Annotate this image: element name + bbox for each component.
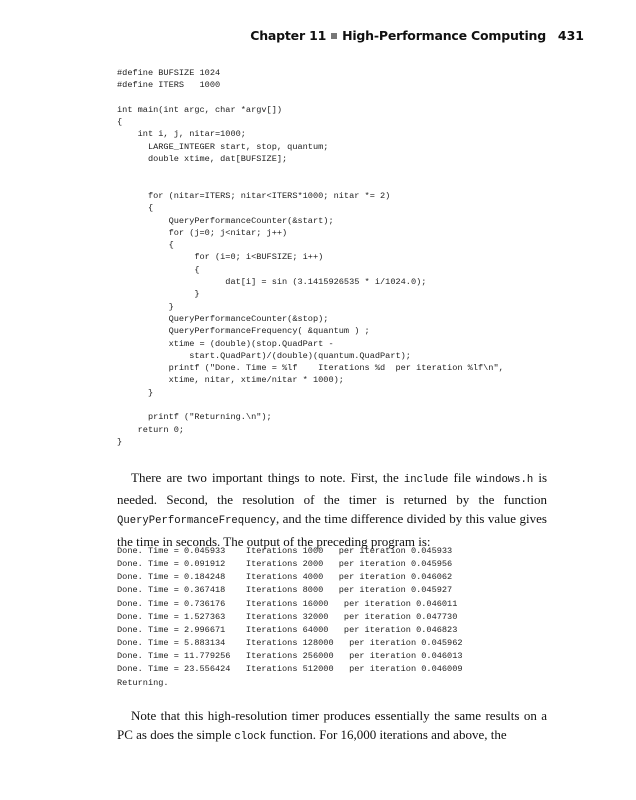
output-line: Done. Time = 23.556424 Iterations 512000 per iteration 0.046009 — [117, 664, 463, 675]
chapter-heading — [250, 28, 546, 43]
paragraph-clock-comparison — [117, 706, 547, 747]
chapter-title: High-Performance Computing — [342, 28, 546, 43]
code-line: #define BUFSIZE 1024 — [117, 68, 221, 78]
output-line: Done. Time = 0.045933 Iterations 1000 per iteration 0.045933 — [117, 546, 453, 556]
p1-text-2: file — [453, 470, 471, 485]
code-line: LARGE_INTEGER start, stop, quantum; — [117, 141, 329, 152]
code-line: { — [117, 117, 123, 128]
output-line: Done. Time = 0.091912 Iterations 2000 per iteration 0.045956 — [117, 559, 453, 570]
code-line: dat[i] = sin (3.1415926535 * i/1024.0); — [117, 277, 427, 288]
p1-text-1: There are two important things to note. First, the — [131, 470, 399, 485]
code-line: for (nitar=ITERS; nitar<ITERS*1000; nitar *= 2) — [117, 190, 391, 201]
code-line: xtime, nitar, xtime/nitar * 1000); — [117, 375, 344, 386]
output-line: Done. Time = 11.779256 Iterations 256000 per iteration 0.046013 — [117, 651, 463, 662]
code-line: double xtime, dat[BUFSIZE]; — [117, 154, 288, 165]
code-line: for (j=0; j<nitar; j++) — [117, 227, 288, 238]
running-header — [0, 28, 636, 50]
code-line: { — [117, 240, 174, 251]
p1-code-include: include — [403, 474, 449, 486]
output-line: Done. Time = 1.527363 Iterations 32000 per iteration 0.047730 — [117, 611, 458, 622]
code-line: return 0; — [117, 424, 185, 435]
p1-code-qpf: QueryPerformanceFrequency — [117, 515, 276, 528]
code-line: int i, j, nitar=1000; — [117, 129, 246, 140]
p1-code-windows-h: windows.h — [476, 474, 534, 486]
program-output — [117, 545, 463, 690]
code-line: QueryPerformanceCounter(&stop); — [117, 313, 329, 324]
code-line: } — [117, 387, 154, 398]
output-line: Returning. — [117, 677, 169, 688]
output-line: Done. Time = 0.736176 Iterations 16000 per iteration 0.046011 — [117, 598, 458, 609]
separator-square-icon — [331, 33, 337, 39]
chapter-label: Chapter 11 — [250, 28, 327, 43]
output-line: Done. Time = 0.184248 Iterations 4000 per iteration 0.046062 — [117, 572, 453, 583]
output-line: Done. Time = 5.883134 Iterations 128000 per iteration 0.045962 — [117, 638, 463, 649]
code-line: QueryPerformanceCounter(&start); — [117, 215, 334, 226]
code-line: } — [117, 301, 174, 312]
p1-text-4: , and the time difference divided by this value gives the time in seconds. The output of the preceding program is: — [117, 511, 547, 549]
code-line: #define ITERS 1000 — [117, 80, 221, 91]
output-line: Done. Time = 2.996671 Iterations 64000 per iteration 0.046823 — [117, 624, 458, 635]
p2-text-1: Note that this high-resolution timer produces essentially the same results on a PC as does the simple — [117, 708, 547, 743]
paragraph-timer-notes — [117, 468, 547, 551]
code-listing — [117, 67, 504, 448]
code-line: { — [117, 203, 154, 214]
code-line: } — [117, 436, 123, 447]
p2-code-clock: clock — [234, 731, 267, 744]
code-line: printf ("Returning.\n"); — [117, 412, 272, 423]
code-line: printf ("Done. Time = %lf Iterations %d per iteration %lf\n", — [117, 363, 504, 374]
p1-text-3: is needed. Second, the resolution of the timer is returned by the function — [117, 470, 548, 508]
p2-text-2: function. For 16,000 iterations and above, the — [269, 727, 507, 743]
output-line: Done. Time = 0.367418 Iterations 8000 per iteration 0.045927 — [117, 585, 453, 596]
code-line: start.QuadPart)/(double)(quantum.QuadPart); — [117, 350, 411, 361]
code-line: int main(int argc, char *argv[]) — [117, 104, 283, 115]
code-line: QueryPerformanceFrequency( &quantum ) ; — [117, 326, 370, 337]
code-line: xtime = (double)(stop.QuadPart - — [117, 338, 334, 349]
page-number: 431 — [557, 28, 584, 43]
code-line: { — [117, 264, 200, 275]
code-line: for (i=0; i<BUFSIZE; i++) — [117, 252, 324, 263]
code-line: } — [117, 289, 200, 300]
